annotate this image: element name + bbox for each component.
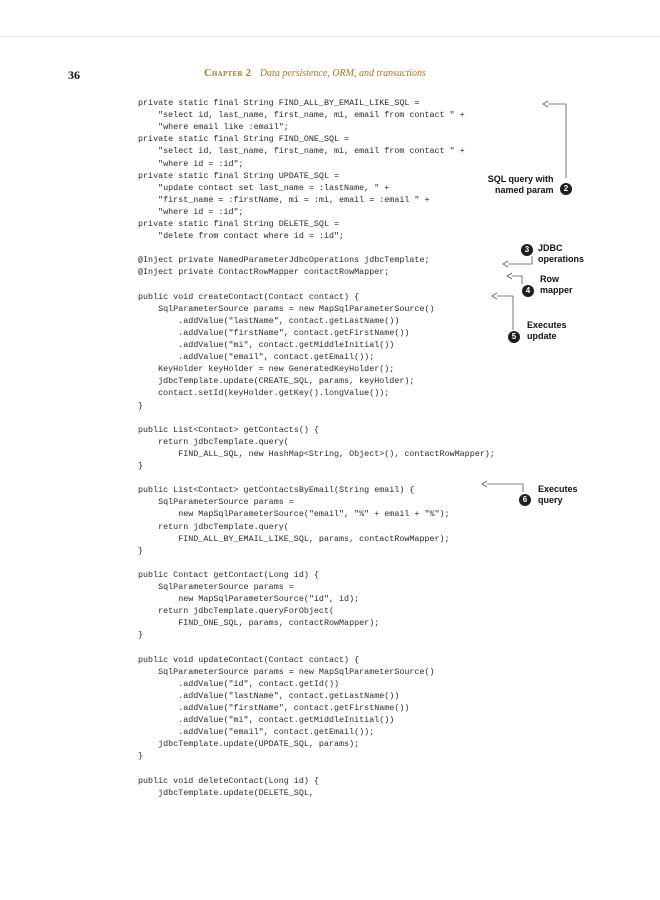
code-line: public List<Contact> getContacts() { — [138, 424, 319, 435]
code-line: private static final String DELETE_SQL = — [138, 219, 340, 229]
code-line: FIND_ONE_SQL, params, contactRowMapper); — [138, 618, 380, 629]
code-line: .addValue("lastName", contact.getLastName()) — [138, 315, 400, 326]
code-line: .addValue("email", contact.getEmail()); — [138, 727, 375, 738]
callout-4-arrowhead — [507, 273, 512, 279]
code-line: jdbcTemplate.update(UPDATE_SQL, params); — [138, 739, 360, 750]
code-line: } — [138, 751, 144, 762]
code-line: jdbcTemplate.update(DELETE_SQL, — [138, 787, 314, 798]
code-line: SqlParameterSource params = — [138, 497, 294, 508]
callout-3-line2: operations — [538, 254, 585, 264]
callout-4-line2: mapper — [540, 285, 573, 295]
callout-6-line — [487, 484, 523, 492]
code-line: private static final String UPDATE_SQL = — [138, 170, 340, 181]
code-line: .addValue("mi", contact.getMiddleInitial()) — [138, 340, 395, 350]
callout-2-badge: 2 — [560, 183, 572, 195]
callout-5-line1: Executes — [527, 320, 567, 330]
code-line: public void createContact(Contact contact) { — [138, 291, 360, 302]
callout-3-line — [508, 256, 532, 264]
code-line: "where email like :email"; — [138, 122, 289, 133]
code-line: return jdbcTemplate.queryForObject( — [138, 606, 335, 617]
callout-2-bracket — [548, 104, 566, 178]
callout-3-line1: JDBC — [538, 243, 563, 253]
code-line: contact.setId(keyHolder.getKey().longValue()); — [138, 388, 390, 399]
code-line: new MapSqlParameterSource("email", "%" + email + "%"); — [138, 509, 450, 520]
callout-6-line2: query — [538, 495, 563, 505]
callout-5-badge: 5 — [508, 331, 520, 343]
callout-6-line1: Executes — [538, 484, 578, 494]
page-number: 36 — [68, 68, 80, 82]
callout-5-line — [497, 296, 513, 330]
code-line: new MapSqlParameterSource("id", id); — [138, 594, 360, 605]
code-line: .addValue("lastName", contact.getLastName()) — [138, 690, 400, 701]
code-line: public void updateContact(Contact contact) { — [138, 654, 360, 665]
code-line: "first_name = :firstName, mi = :mi, email = :email " + — [138, 194, 430, 205]
callout-2-line2: named param — [495, 185, 554, 195]
code-line: } — [138, 400, 144, 411]
code-line: } — [138, 545, 144, 556]
code-line: private static final String FIND_ALL_BY_EMAIL_LIKE_SQL = — [138, 98, 420, 108]
code-line: .addValue("id", contact.getId()) — [138, 678, 340, 689]
code-line: .addValue("email", contact.getEmail()); — [138, 352, 375, 363]
code-line: SqlParameterSource params = new MapSqlParameterSource() — [138, 666, 435, 677]
code-line: public List<Contact> getContactsByEmail(String email) { — [138, 485, 415, 496]
code-line: public Contact getContact(Long id) { — [138, 569, 319, 580]
code-line: SqlParameterSource params = — [138, 582, 294, 592]
code-line: SqlParameterSource params = new MapSqlParameterSource() — [138, 303, 435, 314]
code-line: FIND_ALL_BY_EMAIL_LIKE_SQL, params, contactRowMapper); — [138, 533, 450, 544]
code-line: return jdbcTemplate.query( — [138, 521, 289, 532]
callout-3-label — [538, 243, 584, 265]
callout-3-arrowhead — [503, 261, 508, 267]
code-line: @Inject private NamedParameterJdbcOperations jdbcTemplate; — [138, 255, 430, 266]
code-line: @Inject private ContactRowMapper contactRowMapper; — [138, 267, 390, 278]
callout-4-badge: 4 — [522, 285, 534, 297]
callout-6-label — [538, 484, 578, 506]
callout-4-line1: Row — [540, 274, 559, 284]
callout-5-label — [527, 320, 567, 342]
code-line: return jdbcTemplate.query( — [138, 436, 289, 447]
code-line: FIND_ALL_SQL, new HashMap<String, Object>(), contactRowMapper); — [138, 448, 495, 459]
callout-2-label — [486, 174, 554, 196]
code-line: KeyHolder keyHolder = new GeneratedKeyHolder(); — [138, 364, 395, 375]
code-line: jdbcTemplate.update(CREATE_SQL, params, keyHolder); — [138, 376, 415, 387]
code-line: "delete from contact where id = :id"; — [138, 231, 345, 242]
code-line: private static final String FIND_ONE_SQL = — [138, 134, 350, 145]
callout-6-badge: 6 — [519, 494, 531, 506]
code-line: .addValue("firstName", contact.getFirstName()) — [138, 703, 410, 713]
code-line: "where id = :id"; — [138, 158, 244, 169]
callout-4-line — [512, 276, 522, 284]
chapter-title: Data persistence, ORM, and transactions — [259, 68, 426, 79]
callout-2-arrowhead — [543, 101, 548, 107]
callout-5-line2: update — [527, 331, 557, 341]
code-line: } — [138, 461, 144, 471]
code-line: "select id, last_name, first_name, mi, email from contact " + — [138, 110, 465, 121]
callout-6-arrowhead — [482, 481, 487, 487]
callout-2-line1: SQL query with — [487, 174, 554, 184]
code-line: .addValue("mi", contact.getMiddleInitial()) — [138, 715, 395, 726]
code-line: "select id, last_name, first_name, mi, email from contact " + — [138, 146, 465, 157]
callout-3-badge: 3 — [521, 244, 533, 256]
code-line: } — [138, 630, 144, 641]
code-line: .addValue("firstName", contact.getFirstName()) — [138, 327, 410, 338]
code-line: "where id = :id"; — [138, 206, 244, 217]
chapter-label: Chapter 2 — [204, 68, 252, 79]
code-line: "update contact set last_name = :lastName, " + — [138, 182, 390, 193]
callout-4-label — [540, 274, 573, 296]
callout-5-arrowhead — [492, 293, 497, 299]
code-line: public void deleteContact(Long id) { — [138, 775, 319, 786]
